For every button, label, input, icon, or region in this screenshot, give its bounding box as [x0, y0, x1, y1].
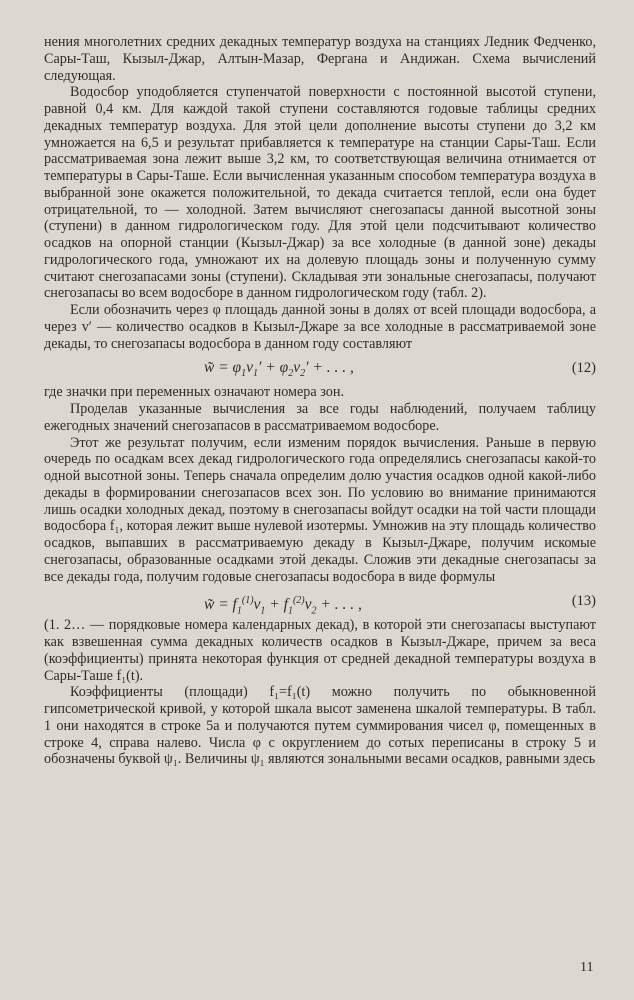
paragraph: Если обозначить через φ площадь данной зоны в долях от всей площади водосбора, а через v′ — количество осадков в Кызыл-Джаре за все холодные в рассматриваемой зоне декады, то снегозапасы водосбора в данном году составляют — [44, 302, 596, 352]
body-text — [44, 34, 596, 768]
paragraph: Водосбор уподобляется ступенчатой поверхности с постоянной высотой ступени, равной 0,4 км. Для каждой такой ступени составляются годовые таблицы средних декадных температур воздуха. Для этой цели дополнение высоты ступени до 3,2 км умножается на 6,5 и результат прибавляется к температуре на станции Сары-Таш. Если рассматриваемая зона лежит выше 3,2 км, то соответствующая величина отнимается от температуры в Сары-Таше. Если вычисленная указанным способом температура воздуха в выбранной зоне окажется положительной, то декада считается теплой, если она будет отрицательной, то — холодной. Затем вычисляют снегозапасы данной высотной зоны (ступени) в данном гидрологическом году. Для этой цели подсчитывают количество осадков на опорной станции (Кызыл-Джар) за все холодные (в данной зоне) декады гидрологического года, умножают их на долевую площадь зоны и полученную сумму считают снегозапасами зоны (ступени). Складывая эти зональные снегозапасы, получают снегозапасы во всем водосборе в данном гидрологическом году (табл. 2). — [44, 84, 596, 302]
paragraph: где значки при переменных означают номера зон. — [44, 384, 344, 401]
equation-number: (12) — [571, 360, 596, 377]
formula-13: w̃ = $f_1^{(1)}v_1 + f_1^{(2)}v_2$ + . . . , — [204, 595, 362, 617]
paragraph: Этот же результат получим, если изменим порядок вычисления. Раньше в первую очередь по осадкам всех декад гидрологического года определялись снегозапасы какой-то одной высотной зоны. Теперь сначала определим долю участия осадков одной какой-либо декады в формировании снегозапасов всех зон. По условию во внимание принимаются лишь осадки холодных декад, поэтому в снегозапасы войдут осадки на той части площади водосбора f₁, которая лежит выше нулевой изотермы. Умножив на эту площадь количество осадков, выпавших в рассматриваемую декаду в Кызыл-Джаре, получим искомые снегозапасы, образованные осадками этой декады. Сложив эти декадные снегозапасы за все декады года, получим годовые снегозапасы водосбора в виде формулы — [44, 434, 596, 585]
paragraph: нения многолетних средних декадных температур воздуха на станциях Ледник Федченко, Сары-Таш, Кызыл-Джар, Алтын-Мазар, Фергана и Андижан. Схема вычислений следующая. — [44, 34, 596, 84]
equation-12 — [44, 352, 596, 384]
equation-number: (13) — [571, 593, 596, 610]
page-number: 11 — [580, 960, 594, 975]
paragraph: (1. 2… — порядковые номера календарных декад), в которой эти снегозапасы выступают как взвешенная сумма декадных количеств осадков в Кызыл-Джаре, причем за веса (коэффициенты) принята некоторая функция от средней декадной температуры воздуха в Сары-Таше f₁(t). — [44, 617, 596, 684]
equation-13 — [44, 585, 596, 617]
paragraph: Коэффициенты (площади) f₁=f₁(t) можно получить по обыкновенной гипсометрической кривой, у которой шкала высот заменена шкалой температуры. В табл. 1 они находятся в строке 5а и получаются путем суммирования чисел φ, помещенных в строке 4, справа налево. Числа φ с округлением до сотых переписаны в строку 5 и обозначены буквой ψ₁. Величины ψ₁ являются зональными весами осадков, равными здесь — [44, 684, 596, 768]
paragraph: Проделав указанные вычисления за все годы наблюдений, получаем таблицу ежегодных значений снегозапасов в рассматриваемом водосборе. — [44, 401, 596, 434]
formula-12: w̃ = $\varphi_1v_1' + \varphi_2v_2'$ + . . . , — [204, 359, 354, 380]
